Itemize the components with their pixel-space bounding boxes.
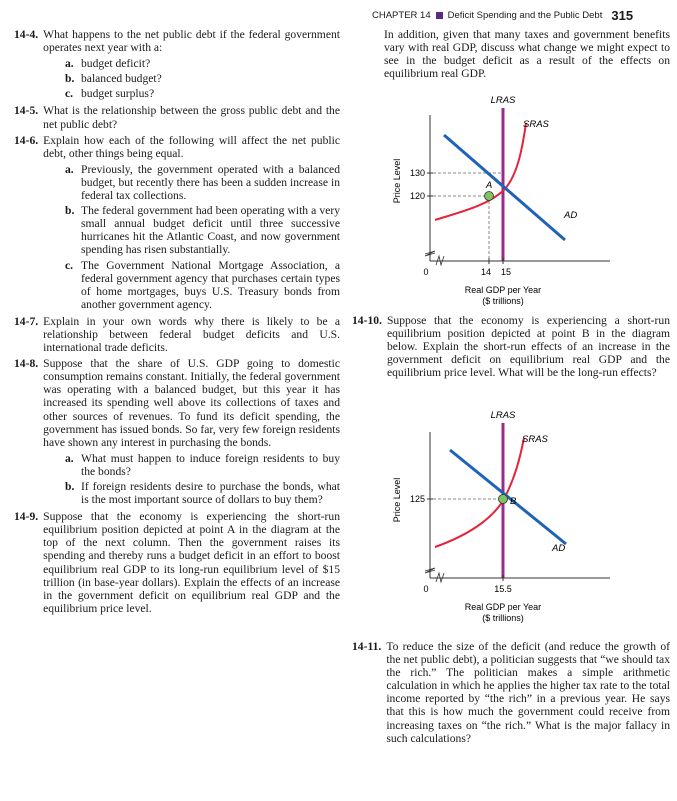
question-text: What happens to the net public debt if the federal government operates next year with a:	[43, 28, 340, 55]
subitem-label: a.	[65, 57, 74, 71]
left-column	[14, 28, 340, 618]
subitem-text: budget surplus?	[81, 87, 155, 101]
right-column-middle	[352, 314, 670, 382]
sras-label: SRAS	[522, 434, 548, 445]
question-text: Suppose that the economy is experiencing the short-run equilibrium position depicted at point A in the diagram at the top of the next column. Then the government raises its spending and thereby runs a budget deficit in an effort to boost equilibrium real GDP to its long-run equilibrium level of $15 trillion (in base-year dollars). Explain the effects of an increase in the government deficit on equilibrium real GDP and the equilibrium price level.	[43, 510, 340, 615]
axis-break-icon	[436, 573, 444, 582]
x-axis-unit-label: ($ trillions)	[482, 613, 524, 623]
question-14-4	[14, 28, 340, 54]
question-text: Suppose that the economy is experiencing a short-run equilibrium position depicted at point B in the diagram below. Explain the short-run effects of an increase in the government deficit on equilibrium real GDP and the equilibrium price level. What will be the long-run effects?	[386, 314, 670, 380]
axis-break-icon	[436, 256, 444, 265]
subitem-text: What must happen to induce foreign residents to buy the bonds?	[81, 451, 340, 478]
point-label: B	[510, 496, 517, 507]
x-tick-label: 14	[480, 267, 492, 277]
question-text: To reduce the size of the deficit (and reduce the growth of the net public debt), a politician suggests that “we should tax the rich.” The politician makes a simple arithmetic calculation in which he applies the higher tax rate to the total income reported by “the rich” in a previous year. He says that this is how much the government could receive from increasing taxes on “the rich.” What is the major fallacy in such calculations?	[386, 640, 670, 745]
subitem-text: If foreign residents desire to purchase the bonds, what is the most important source of dollars to buy them?	[81, 480, 340, 507]
subitem	[65, 204, 340, 256]
question-number: 14-5.	[14, 104, 39, 118]
subitem	[65, 72, 340, 85]
subitem	[65, 57, 340, 70]
question-number: 14-10.	[352, 314, 382, 327]
lras-label: LRAS	[490, 410, 516, 421]
x-axis-label: Real GDP per Year	[464, 602, 542, 612]
question-text: Explain in your own words why there is likely to be a relationship between federal budget deficits and U.S. international trade deficits.	[43, 314, 340, 355]
question-number: 14-8.	[14, 357, 39, 371]
question-number: 14-6.	[14, 133, 39, 147]
equilibrium-point-a	[485, 192, 494, 201]
x-tick-label: 15.5	[494, 584, 512, 594]
question-14-5	[14, 104, 340, 130]
origin-label: 0	[423, 584, 429, 594]
ad-label: AD	[552, 543, 566, 554]
right-column	[352, 28, 670, 82]
subitem-label: b.	[65, 480, 75, 493]
question-14-8	[14, 357, 340, 449]
x-tick-label: 15	[500, 267, 512, 277]
y-axis-label: Price Level	[392, 477, 402, 523]
chart-point-a	[352, 93, 670, 311]
sras-label: SRAS	[523, 119, 549, 130]
subitem-label: b.	[65, 204, 75, 218]
origin-label: 0	[423, 267, 429, 277]
question-14-9-continued: In addition, given that many taxes and government benefits vary with real GDP, discuss what change we might expect to see in the budget deficit as a result of the effects on equilibrium real GDP.	[384, 28, 670, 81]
point-label: A	[485, 180, 493, 191]
square-bullet-icon	[436, 12, 443, 19]
question-14-6	[14, 134, 340, 160]
subitem	[65, 452, 340, 478]
subitem-text: Previously, the government operated with a balanced budget, but recently there has been a sudden increase in federal tax collections.	[81, 162, 340, 203]
subitem	[65, 259, 340, 311]
subitem-text: balanced budget?	[81, 72, 162, 86]
question-text: Suppose that the share of U.S. GDP going to domestic consumption remains constant. Initially, the federal government was operating with a balanced budget, but this year it has increased its spending well above its collections of taxes and other sources of revenues. To fund its deficit spending, the government has issued bonds. So far, very few foreign residents have shown any interest in purchasing the bonds.	[43, 357, 340, 449]
sras-curve	[435, 438, 524, 547]
subitem-label: c.	[65, 87, 74, 101]
question-number: 14-7.	[14, 314, 39, 328]
question-number: 14-9.	[14, 510, 39, 524]
ad-label: AD	[564, 210, 578, 221]
equilibrium-point-b	[499, 495, 508, 504]
right-column-bottom	[352, 640, 670, 748]
question-number: 14-11.	[352, 640, 382, 653]
subitem-label: a.	[65, 451, 74, 465]
question-14-9	[14, 510, 340, 615]
question-text: Explain how each of the following will affect the net public debt, other things being equal.	[43, 133, 340, 160]
subitem-label: c.	[65, 258, 74, 272]
subitem-text: The Government National Mortgage Association, a federal government agency that purchases certain types of home mortgages, buys U.S. Treasury bonds from another government agency.	[81, 258, 340, 311]
chapter-title: Deficit Spending and the Public Debt	[447, 9, 603, 21]
subitem-label: a.	[65, 162, 74, 176]
y-axis-label: Price Level	[392, 158, 402, 204]
subitem-text: The federal government had been operating with a very small annual budget deficit until three successive hurricanes hit the Atlantic Coast, and now government spending has risen substantially.	[81, 204, 340, 257]
chart-point-b	[352, 408, 670, 630]
ad-line	[450, 450, 566, 544]
page-header	[372, 6, 672, 24]
question-14-7	[14, 315, 340, 354]
x-axis-unit-label: ($ trillions)	[482, 296, 524, 306]
page-number: 315	[611, 7, 634, 23]
subitem	[65, 480, 340, 506]
subitem-text: budget deficit?	[81, 57, 151, 71]
chapter-label: CHAPTER 14	[372, 9, 431, 21]
subitem	[65, 87, 340, 100]
subitem-label: b.	[65, 72, 75, 86]
question-text: What is the relationship between the gross public debt and the net public debt?	[43, 104, 340, 131]
subitem	[65, 163, 340, 202]
lras-label: LRAS	[490, 95, 516, 106]
y-tick-label: 130	[409, 168, 425, 178]
question-number: 14-4.	[14, 28, 39, 41]
y-tick-label: 120	[409, 191, 425, 201]
x-axis-label: Real GDP per Year	[464, 285, 542, 295]
y-tick-label: 125	[409, 494, 425, 504]
question-14-11	[352, 640, 670, 745]
question-14-10	[352, 314, 670, 379]
